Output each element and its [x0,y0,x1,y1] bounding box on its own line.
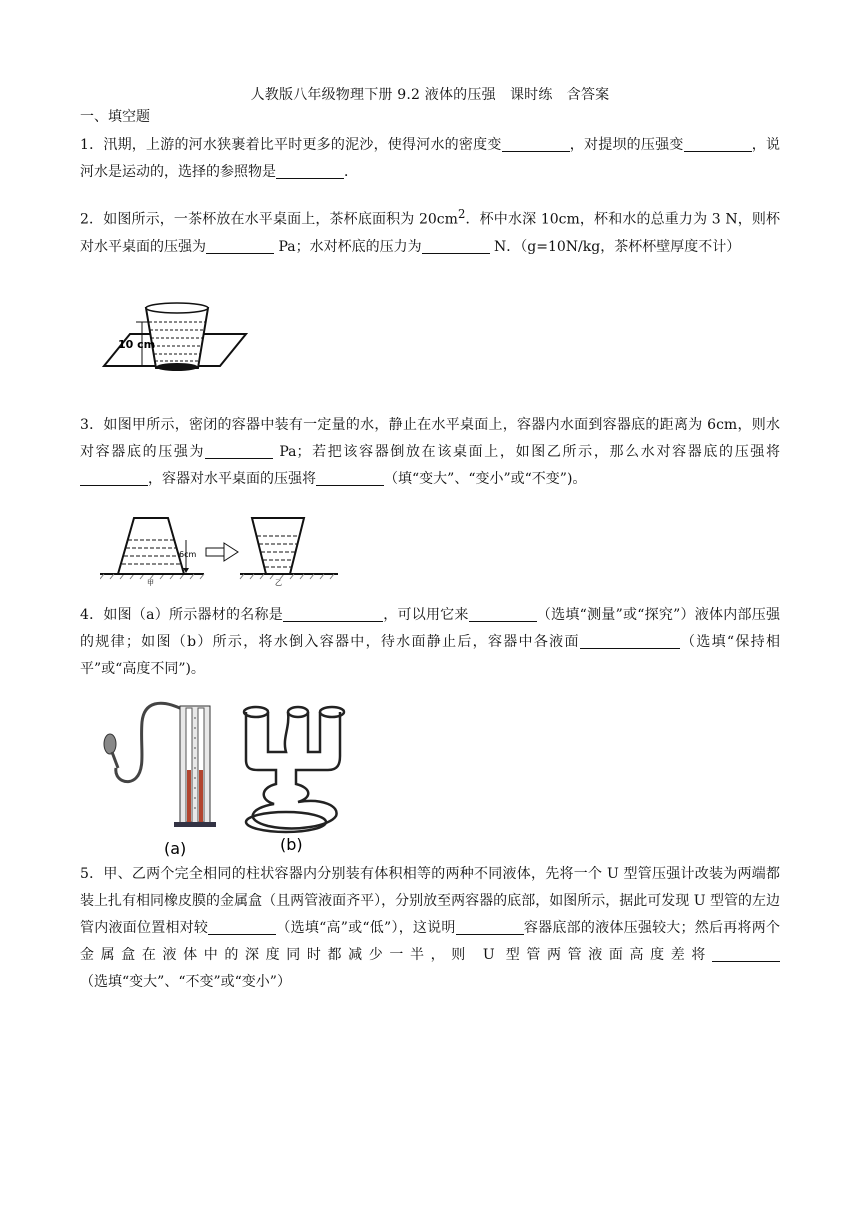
answer-blank[interactable] [712,945,780,962]
question-text: （选填“高”或“低”），这说明 [276,920,456,936]
answer-blank[interactable] [684,135,752,152]
question-text: 2．如图所示，一茶杯放在水平桌面上，茶杯底面积为 20cm [80,211,458,228]
question-text: 3．如图甲所示，密闭的容器中装有一定量的水，静止在水平桌面上，容器内水面到容器底的距离为 6cm，则水对容器底的压强为 [80,417,780,460]
question-text: Pa；水对杯底的压力为 [274,238,422,255]
depth-label: 10 cm [118,338,156,351]
answer-blank[interactable] [283,605,383,622]
label-yi: 乙 [275,579,282,586]
gauge-base [174,822,216,827]
answer-blank[interactable] [469,605,537,622]
question-text: 4．如图（a）所示器材的名称是 [80,607,283,623]
question-text: （填“变大”、“变小”或“不变”)。 [384,471,587,487]
question-text: N．（g=10N/kg，茶杯杯壁厚度不计） [489,238,741,255]
answer-blank[interactable] [456,918,524,935]
left-liquid [187,770,191,822]
question-3 [80,412,780,493]
label-b: (b) [280,835,303,854]
question-4 [80,602,780,683]
transition-arrow [206,543,238,561]
cup-bottom [156,363,198,371]
question-text: （选填“保持相平”或“高度不同”)。 [80,634,780,677]
cup-rim [146,303,208,313]
answer-blank[interactable] [580,632,680,649]
question-text: 1．汛期，上游的河水狭裹着比平时更多的泥沙，使得河水的密度变 [80,137,502,153]
answer-blank[interactable] [276,162,344,179]
rubber-tube [116,703,184,781]
gauge-board [180,706,210,824]
question-text: ． [344,164,358,180]
question-text: ，对提坝的压强变 [569,137,684,153]
answer-blank[interactable] [205,442,273,459]
question-5 [80,861,780,996]
question-text: ．杯中水深 10cm，杯和水的总重力为 3 N，则杯对水平桌面的压强为 [80,211,781,255]
answer-blank[interactable] [206,237,274,254]
question-text: ，可以用它来 [382,607,469,623]
question-2 [80,201,780,261]
answer-blank[interactable] [208,918,276,935]
question-text: ，容器对水平桌面的压强将 [148,471,316,487]
answer-blank[interactable] [316,469,384,486]
question-text: （选填“变大”、“不变”或“变小”） [80,974,291,990]
question-text: ，说河水是运动的，选择的参照物是 [80,137,781,180]
pressure-gauge-a [104,703,216,858]
teacup-figure [100,298,250,372]
answer-blank[interactable] [422,237,490,254]
inverted-container-figure [100,512,340,586]
label-a: (a) [164,839,187,858]
container-yi [252,518,304,574]
page-title: 人教版八年级物理下册 9.2 液体的压强 课时练 含答案 [250,87,610,103]
label-jia: 甲 [147,579,154,586]
container-jia [118,518,184,574]
section-heading: 一、填空题 [80,109,150,125]
question-text: Pa；若把该容器倒放在该桌面上，如图乙所示，那么水对容器底的压强将 [273,444,780,460]
connected-vessels-b [244,707,344,832]
superscript: 2 [457,207,466,221]
answer-blank[interactable] [502,135,570,152]
question-text: 5．甲、乙两个完全相同的柱状容器内分别装有体积相等的两种不同液体，先将一个 U 型管压强计改装为两端都装上扎有相同橡皮膜的金属盒（且两管液面齐平），分别放至两容器的底部，如图所示，据此可发现 U 型管的左边管内液面位置相对较 [80,866,780,936]
question-text: 容器底部的液体压强较大；然后再将两个金属盒在液体中的深度同时都减少一半，则 U 型管两管液面高度差将 [80,920,780,963]
question-1 [80,132,780,186]
answer-blank[interactable] [80,469,148,486]
probe-head [104,734,116,754]
pressure-gauge-figure [100,698,360,860]
right-liquid [199,770,203,822]
question-text: （选填“测量”或“探究”）液体内部压强的规律；如图（b）所示，将水倒入容器中，待水面静止后，容器中各液面 [80,607,780,650]
depth-label: 6cm [179,550,197,559]
